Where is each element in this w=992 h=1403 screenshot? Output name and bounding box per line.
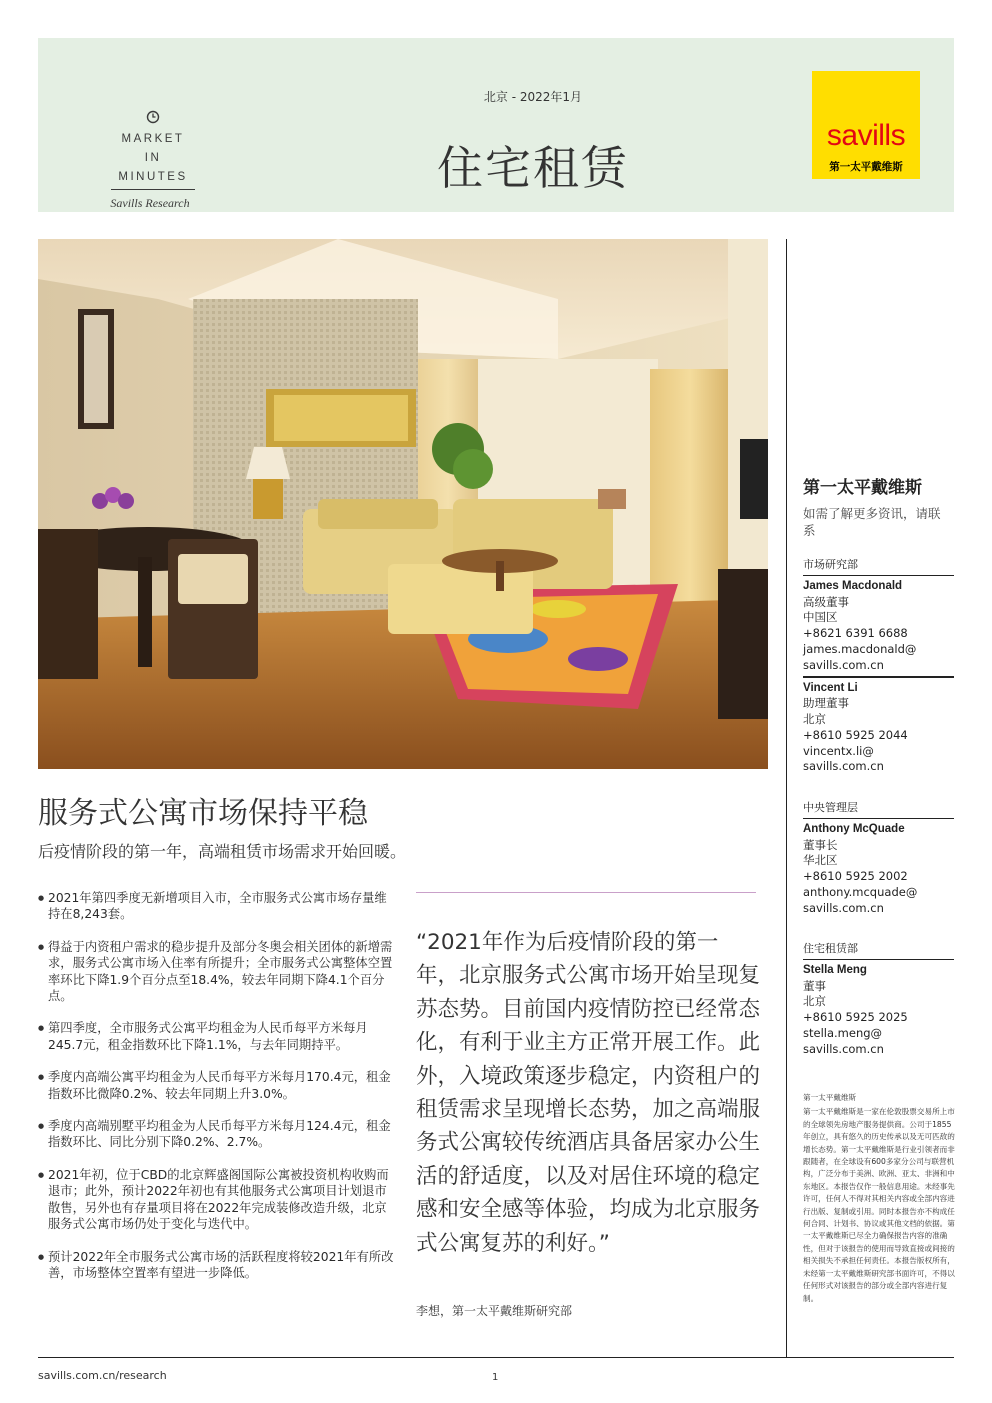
bullet-item: ● 2021年第四季度无新增项目入市，全市服务式公寓市场存量维持在8,243套。 <box>38 890 398 923</box>
contact-email-domain[interactable]: savills.com.cn <box>803 900 884 915</box>
contact-name: Stella Meng <box>803 964 867 976</box>
contact-name: Vincent Li <box>803 681 858 694</box>
bullet-item: ● 2021年初，位于CBD的北京辉盛阁国际公寓被投资机构收购而退市；此外，预计2022年初也有其他服务式公寓项目计划退市散售，另外也有存量项目将在2022年完成装修改造升级，北京服务式公寓市场仍处于变化与迭代中。 <box>38 1167 398 1233</box>
disclaimer-text: 第一太平戴维斯是一家在伦敦股票交易所上市的全球领先房地产服务提供商。公司于1855年创立，具有悠久的历史传承以及无可匹敌的增长态势。第一太平戴维斯是行业引领者而非跟随者，在全球设有600多家分公司与联营机构，广泛分布于美洲、欧洲、亚太、非洲和中东地区。本报告仅作一般信息用途。未经事先许可，任何人不得对其相关内容或全部内容进行出版、复制或引用。同时本报告亦不构成任何合同、计划书、协议或其他文档的依据。第一太平戴维斯已尽全力确保报告内容的准确性，但对于该报告的使用而导致直接或间接的相关损失不承担任何责任。本报告版权所有，未经第一太平戴维斯研究部书面许可，不得以任何形式对该报告的部分或全部内容进行复制。 <box>803 1107 955 1303</box>
contact-phone[interactable]: +8621 6391 6688 <box>803 626 908 641</box>
bullet-item: ● 季度内高端公寓平均租金为人民币每平方米每月170.4元，租金指数环比微降0.2%、较去年同期上升3.0%。 <box>38 1069 398 1102</box>
contact-region: 北京 <box>803 712 826 727</box>
footer-divider <box>38 1357 954 1358</box>
contact-region: 华北区 <box>803 853 838 868</box>
mim-line-1: MARKET <box>121 133 185 145</box>
key-points-list <box>38 890 398 1297</box>
logo-chinese-name: 第一太平戴维斯 <box>829 161 903 173</box>
section-subtitle: 后疫情阶段的第一年，高端租赁市场需求开始回暖。 <box>38 842 407 861</box>
contact-title: 助理董事 <box>803 696 849 711</box>
savills-research-label: Savills Research <box>110 196 190 210</box>
group-label: 中央管理层 <box>803 799 954 819</box>
disclaimer-title: 第一太平戴维斯 <box>803 1093 857 1102</box>
contact-card <box>803 681 954 775</box>
contact-phone[interactable]: +8610 5925 2025 <box>803 1010 908 1025</box>
contact-name: James Macdonald <box>803 580 903 592</box>
contact-title: 董事长 <box>803 837 838 852</box>
footer-url-link[interactable]: savills.com.cn/research <box>38 1369 167 1382</box>
contact-title: 高级董事 <box>803 594 849 609</box>
bullet-item: ● 得益于内资租户需求的稳步提升及部分冬奥会相关团体的新增需求，服务式公寓市场入住率有所提升；全市服务式公寓整体空置率环比下降1.9个百分点至18.4%，较去年同期下降4.1个百分点。 <box>38 939 398 1005</box>
contact-email-domain[interactable]: savills.com.cn <box>803 759 884 774</box>
contact-group-residential-leasing <box>803 940 954 1057</box>
contact-email[interactable]: james.macdonald@ <box>803 641 917 656</box>
mim-divider <box>111 189 195 190</box>
sidebar-divider <box>786 239 787 1357</box>
section-title: 服务式公寓市场保持平稳 <box>38 796 368 831</box>
contact-email[interactable]: stella.meng@ <box>803 1025 883 1040</box>
contact-region: 中国区 <box>803 610 838 625</box>
contact-email-domain[interactable]: savills.com.cn <box>803 657 884 672</box>
contact-separator <box>803 676 954 678</box>
group-label: 住宅租赁部 <box>803 940 954 960</box>
bullet-item: ● 预计2022年全市服务式公寓市场的活跃程度将较2021年有所改善，市场整体空置率有望进一步降低。 <box>38 1249 398 1282</box>
savills-logo[interactable] <box>812 71 920 179</box>
contact-phone[interactable]: +8610 5925 2002 <box>803 869 908 884</box>
page-number: 1 <box>492 1372 499 1383</box>
company-disclaimer <box>803 1092 955 1305</box>
contacts-heading: 第一太平戴维斯 <box>803 478 922 498</box>
apartment-illustration <box>38 239 768 769</box>
contact-group-management <box>803 799 954 916</box>
contact-name: Anthony McQuade <box>803 823 905 835</box>
contact-title: 董事 <box>803 978 826 993</box>
page-title: 住宅租赁 <box>437 141 629 195</box>
hero-apartment-photo <box>38 239 768 769</box>
bullet-item: ● 季度内高端别墅平均租金为人民币每平方米每月124.4元，租金指数环比、同比分别下降0.2%、2.7%。 <box>38 1118 398 1151</box>
contact-phone[interactable]: +8610 5925 2044 <box>803 727 908 742</box>
group-label: 市场研究部 <box>803 556 954 576</box>
logo-wordmark: savills <box>826 119 906 152</box>
quote-divider <box>416 892 756 893</box>
pull-quote: “2021年作为后疫情阶段的第一年，北京服务式公寓市场开始呈现复苏态势。目前国内疫情防控已经常态化，有利于业主方正常开展工作。此外，入境政策逐步稳定，内资租户的租赁需求呈现增长态势，加之高端服务式公寓较传统酒店具备居家办公生活的舒适度，以及对居住环境的稳定感和安全感等体验，均成为北京服务式公寓复苏的利好。” <box>416 930 761 1256</box>
contacts-intro: 如需了解更多资讯，请联系 <box>803 506 941 538</box>
contact-card <box>803 822 954 916</box>
contact-card <box>803 963 954 1057</box>
contact-email[interactable]: anthony.mcquade@ <box>803 884 918 899</box>
market-in-minutes-badge <box>108 110 198 211</box>
bullet-item: ● 第四季度，全市服务式公寓平均租金为人民币每平方米每月245.7元，租金指数环比下降1.1%，与去年同期持平。 <box>38 1020 398 1053</box>
contact-group-research <box>803 556 954 775</box>
clock-icon <box>146 110 160 124</box>
contact-email[interactable]: vincentx.li@ <box>803 743 874 758</box>
quote-attribution: 李想，第一太平戴维斯研究部 <box>416 1304 573 1318</box>
mim-line-2: IN <box>144 152 162 164</box>
contact-region: 北京 <box>803 994 826 1009</box>
contact-email-domain[interactable]: savills.com.cn <box>803 1041 884 1056</box>
mim-line-3: MINUTES <box>118 171 188 183</box>
contact-card <box>803 579 954 673</box>
dateline: 北京 - 2022年1月 <box>483 90 583 104</box>
